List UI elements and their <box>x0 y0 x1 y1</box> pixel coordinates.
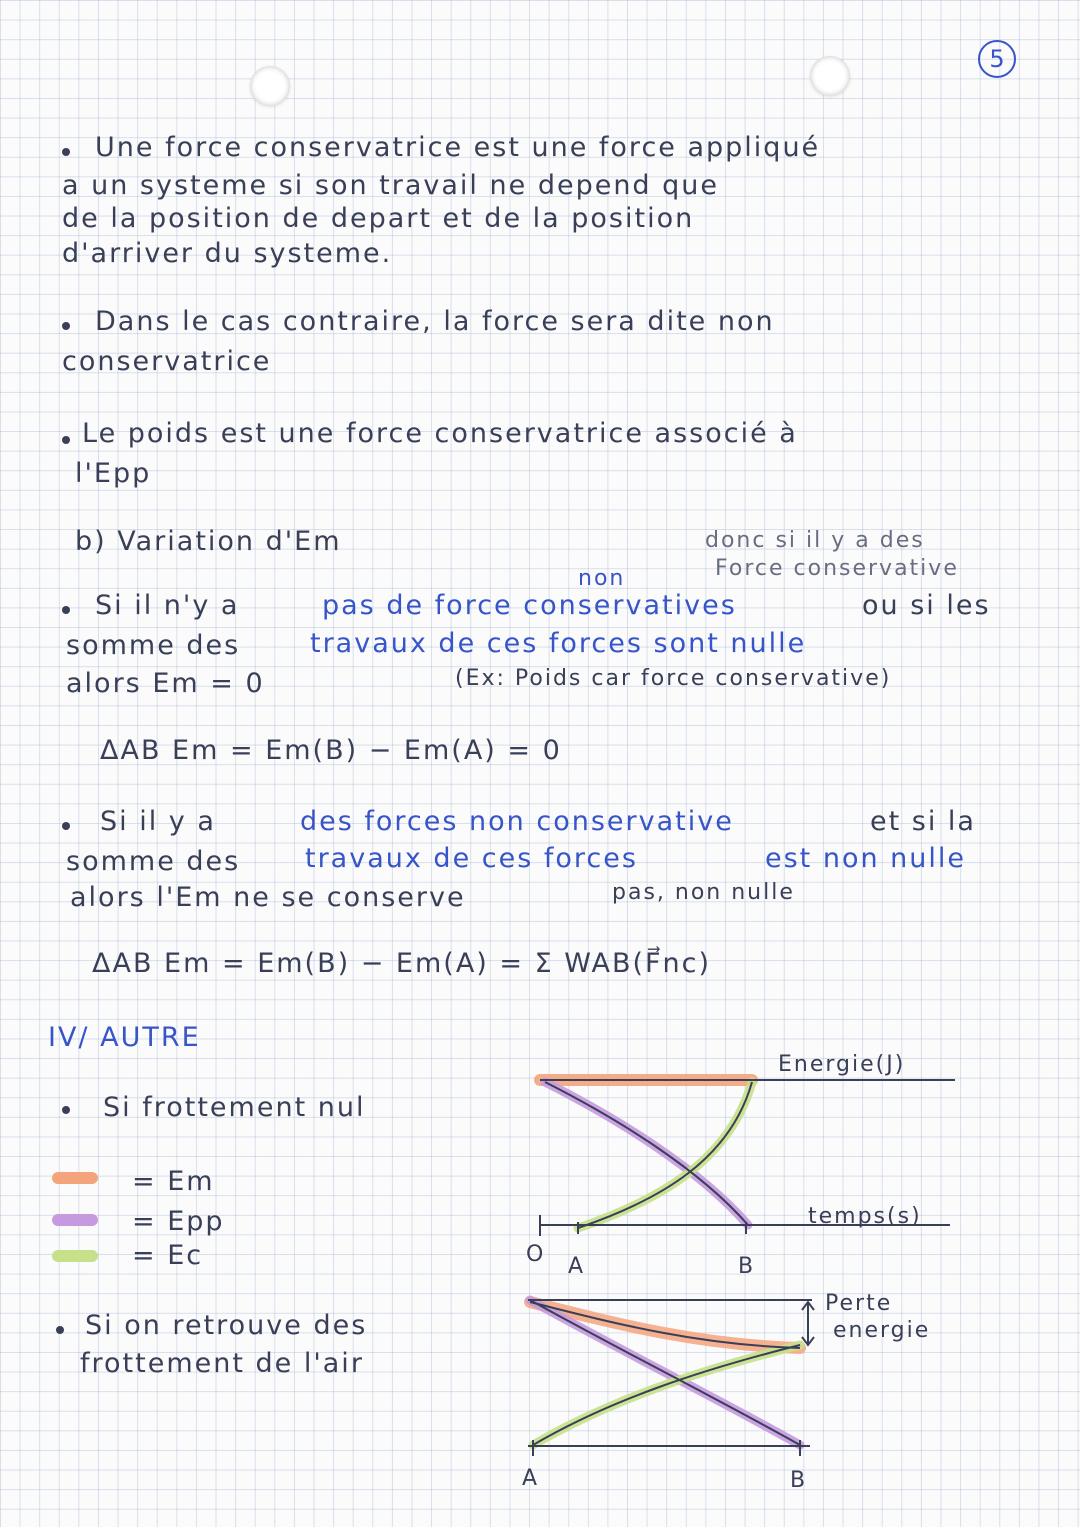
formula-1: ΔAB Em = Em(B) − Em(A) = 0 <box>100 735 562 766</box>
formula-2: ΔAB Em = Em(B) − Em(A) = Σ WAB(F⃗nc) <box>92 948 712 979</box>
b-line1c: ou si les <box>862 590 991 621</box>
b-line4b: des forces non conservative <box>300 806 734 837</box>
p1-line4: d'arriver du systeme. <box>62 238 393 269</box>
iv-bullet2-line2: frottement de l'air <box>80 1348 364 1379</box>
b-line5a: somme des <box>66 846 241 877</box>
b-line6b: pas, non nulle <box>612 880 795 905</box>
p3-line1: Le poids est une force conservatrice associé à <box>82 418 798 449</box>
annotation-line1: donc si il y a des <box>705 528 925 553</box>
b-line4a: Si il y a <box>100 806 216 837</box>
graph1-x-label: temps(s) <box>808 1204 922 1229</box>
b-line5b: travaux de ces forces <box>305 843 638 874</box>
b-line2a: somme des <box>66 630 241 661</box>
graph1-point-a: A <box>568 1254 586 1279</box>
insert-non: non <box>578 566 626 591</box>
b-line5c: est non nulle <box>765 843 967 874</box>
graph2-loss-label-line2: energie <box>833 1318 931 1343</box>
p1-line1: Une force conservatrice est une force appliqué <box>95 132 821 163</box>
p2-line2: conservatrice <box>62 346 272 377</box>
iv-bullet2-line1: Si on retrouve des <box>85 1310 368 1341</box>
graph2-point-b: B <box>790 1468 808 1493</box>
b-line4c: et si la <box>870 806 976 837</box>
b-line2b: travaux de ces forces sont nulle <box>310 628 807 659</box>
iv-bullet1: Si frottement nul <box>103 1092 366 1123</box>
legend-label-epp: = Epp <box>132 1206 225 1237</box>
b-line1a: Si il n'y a <box>95 590 240 621</box>
b-line3b: (Ex: Poids car force conservative) <box>455 666 892 691</box>
graph2-loss-label-line1: Perte <box>825 1291 893 1316</box>
p2-line1: Dans le cas contraire, la force sera dite non <box>95 306 775 337</box>
p1-line2: a un systeme si son travail ne depend que <box>62 170 720 201</box>
annotation-line2: Force conservative <box>715 556 959 581</box>
graph1-y-label: Energie(J) <box>778 1052 906 1077</box>
legend-label-ec: = Ec <box>132 1240 204 1271</box>
b-line6a: alors l'Em ne se conserve <box>70 882 466 913</box>
legend-label-em: = Em <box>132 1166 215 1197</box>
b-line3a: alors Em = 0 <box>66 668 265 699</box>
graph1-origin-label: O <box>526 1242 546 1267</box>
p3-line2: l'Epp <box>75 458 152 489</box>
graph1-point-b: B <box>738 1254 756 1279</box>
page-number: 5 <box>978 40 1016 78</box>
p1-line3: de la position de depart et de la position <box>62 203 695 234</box>
section-iv-heading: IV/ AUTRE <box>48 1022 201 1053</box>
b-line1b: pas de force conservatives <box>322 590 737 621</box>
graph2-point-a: A <box>522 1466 540 1491</box>
section-b-heading: b) Variation d'Em <box>75 526 342 557</box>
graph2-ec-curve <box>533 1345 800 1445</box>
